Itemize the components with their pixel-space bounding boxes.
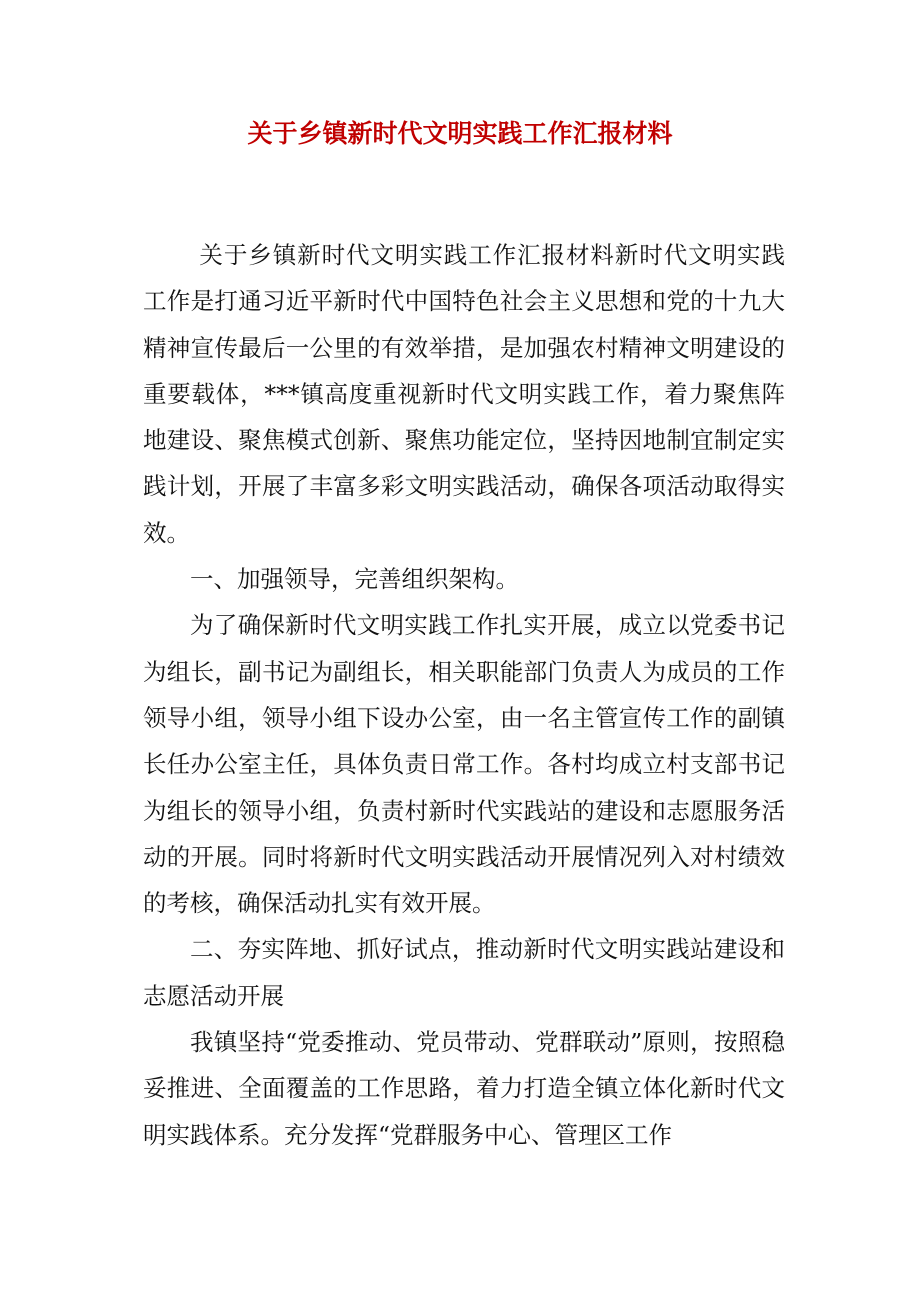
paragraph-intro: 关于乡镇新时代文明实践工作汇报材料新时代文明实践工作是打通习近平新时代中国特色社会主义思想和党的十九大精神宣传最后一公里的有效举措，是加强农村精神文明建设的重要载体，***镇高度重视新时代文明实践工作，着力聚焦阵地建设、聚焦模式创新、聚焦功能定位，坚持因地制宜制定实践计划，开展了丰富多彩文明实践活动，确保各项活动取得实效。 <box>143 241 785 547</box>
paragraph-section-2: 我镇坚持“党委推动、党员带动、党群联动”原则，按照稳妥推进、全面覆盖的工作思路，着力打造全镇立体化新时代文明实践体系。充分发挥“党群服务中心、管理区工作 <box>143 1028 785 1149</box>
document-title: 关于乡镇新时代文明实践工作汇报材料 <box>247 119 673 148</box>
paragraph-section-1: 为了确保新时代文明实践工作扎实开展，成立以党委书记为组长，副书记为副组长，相关职能部门负责人为成员的工作领导小组，领导小组下设办公室，由一名主管宣传工作的副镇长任办公室主任，具体负责日常工作。各村均成立村支部书记为组长的领导小组，负责村新时代实践站的建设和志愿服务活动的开展。同时将新时代文明实践活动开展情况列入对村绩效的考核，确保活动扎实有效开展。 <box>143 611 785 918</box>
section-heading-1: 一、加强领导，完善组织架构。 <box>190 565 519 594</box>
section-heading-2: 二、夯实阵地、抓好试点，推动新时代文明实践站建设和志愿活动开展 <box>143 935 785 1010</box>
document-body <box>143 232 785 1158</box>
